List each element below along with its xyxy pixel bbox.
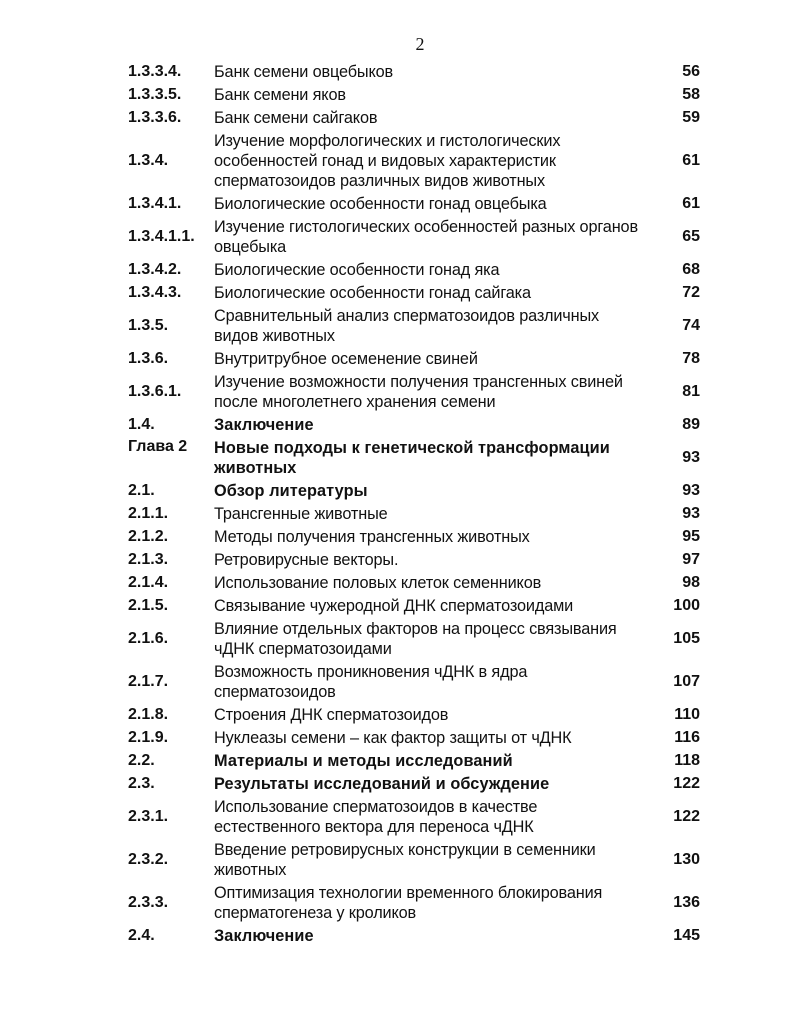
section-number: 1.3.6. (128, 350, 169, 367)
toc-entry (128, 661, 700, 704)
section-title: Биологические особенности гонад яка (214, 261, 500, 279)
toc-entry (128, 259, 700, 282)
toc-entry (128, 348, 700, 371)
toc-entry (128, 480, 700, 503)
section-number: 1.3.5. (128, 317, 169, 334)
section-page: 116 (674, 729, 700, 746)
section-page: 98 (682, 574, 700, 591)
table-of-contents (128, 61, 700, 948)
section-number: 1.3.4. (128, 152, 169, 169)
section-number: Глава 2 (128, 438, 188, 455)
section-title: Заключение (214, 927, 314, 945)
section-title: Трансгенные животные (214, 505, 388, 523)
section-title: Банк семени овцебыков (214, 63, 394, 81)
section-page: 136 (673, 894, 700, 911)
section-page: 93 (682, 482, 700, 499)
section-page: 81 (682, 383, 700, 400)
section-title: Введение ретровирусных конструкции в семенники животных (214, 841, 596, 879)
section-title: Обзор литературы (214, 482, 368, 500)
section-number: 1.3.4.2. (128, 261, 182, 278)
section-page: 95 (682, 528, 700, 545)
section-number: 1.4. (128, 416, 155, 433)
section-page: 61 (682, 152, 700, 169)
section-page: 58 (682, 86, 700, 103)
section-number: 1.3.3.4. (128, 63, 182, 80)
section-number: 2.1.6. (128, 630, 169, 647)
toc-entry (128, 193, 700, 216)
section-title: Заключение (214, 416, 314, 434)
toc-entry (128, 618, 700, 661)
toc-entry (128, 371, 700, 414)
section-title: Новые подходы к генетической трансформации животных (214, 439, 610, 477)
toc-entry (128, 595, 700, 618)
section-page: 105 (673, 630, 700, 647)
toc-entry (128, 61, 700, 84)
section-title: Банк семени яков (214, 86, 346, 104)
section-title: Изучение морфологических и гистологических особенностей гонад и видовых характеристик сперматозоидов различных видов животных (214, 132, 561, 190)
toc-entry (128, 925, 700, 948)
toc-entry (128, 305, 700, 348)
section-page: 145 (673, 927, 700, 944)
section-number: 1.3.6.1. (128, 383, 182, 400)
section-number: 1.3.3.5. (128, 86, 182, 103)
section-page: 122 (673, 775, 700, 792)
section-number: 1.3.4.1. (128, 195, 182, 212)
toc-entry (128, 572, 700, 595)
section-number: 1.3.4.3. (128, 284, 182, 301)
section-title: Влияние отдельных факторов на процесс связывания чДНК сперматозоидами (214, 620, 617, 658)
section-number: 2.3.2. (128, 851, 169, 868)
section-page: 100 (673, 597, 700, 614)
toc-entry (128, 84, 700, 107)
section-title: Банк семени сайгаков (214, 109, 378, 127)
section-number: 2.4. (128, 927, 155, 944)
section-title: Внутритрубное осеменение свиней (214, 350, 478, 368)
section-number: 1.3.3.6. (128, 109, 182, 126)
section-title: Методы получения трансгенных животных (214, 528, 530, 546)
section-number: 1.3.4.1.1. (128, 228, 195, 245)
toc-entry (128, 839, 700, 882)
section-number: 2.1.2. (128, 528, 169, 545)
section-page: 61 (682, 195, 700, 212)
section-page: 68 (682, 261, 700, 278)
section-title: Оптимизация технологии временного блокирования сперматогенеза у кроликов (214, 884, 603, 922)
toc-entry (128, 216, 700, 259)
section-number: 2.3. (128, 775, 155, 792)
section-number: 2.3.3. (128, 894, 169, 911)
section-page: 59 (682, 109, 700, 126)
section-title: Связывание чужеродной ДНК сперматозоидами (214, 597, 574, 615)
toc-entry (128, 704, 700, 727)
toc-entry (128, 773, 700, 796)
section-page: 74 (682, 317, 700, 334)
section-number: 2.1.7. (128, 673, 169, 690)
section-page: 130 (673, 851, 700, 868)
section-number: 2.1.4. (128, 574, 169, 591)
section-number: 2.1.9. (128, 729, 169, 746)
section-title: Результаты исследований и обсуждение (214, 775, 550, 793)
section-number: 2.1.3. (128, 551, 169, 568)
section-title: Биологические особенности гонад сайгака (214, 284, 531, 302)
toc-entry (128, 503, 700, 526)
page-number: 2 (415, 34, 425, 54)
section-title: Нуклеазы семени – как фактор защиты от чДНК (214, 729, 572, 747)
section-number: 2.2. (128, 752, 155, 769)
toc-entry (128, 882, 700, 925)
section-page: 110 (674, 706, 700, 723)
section-page: 107 (673, 673, 700, 690)
section-title: Изучение возможности получения трансгенных свиней после многолетнего хранения семени (214, 373, 623, 411)
section-number: 2.1. (128, 482, 155, 499)
section-title: Возможность проникновения чДНК в ядра сперматозоидов (214, 663, 528, 701)
section-number: 2.3.1. (128, 808, 169, 825)
section-title: Использование половых клеток семенников (214, 574, 542, 592)
section-page: 118 (674, 752, 700, 769)
toc-entry (128, 130, 700, 193)
section-title: Ретровирусные векторы. (214, 551, 399, 569)
section-page: 56 (682, 63, 700, 80)
section-title: Сравнительный анализ сперматозоидов различных видов животных (214, 307, 600, 345)
section-title: Биологические особенности гонад овцебыка (214, 195, 547, 213)
section-page: 65 (682, 228, 700, 245)
section-number: 2.1.1. (128, 505, 169, 522)
toc-chapter-entry (128, 437, 700, 480)
toc-entry (128, 750, 700, 773)
section-number: 2.1.5. (128, 597, 169, 614)
section-page: 97 (682, 551, 700, 568)
section-page: 78 (682, 350, 700, 367)
section-title: Изучение гистологических особенностей разных органов овцебыка (214, 218, 638, 256)
section-number: 2.1.8. (128, 706, 169, 723)
section-title: Материалы и методы исследований (214, 752, 513, 770)
toc-entry (128, 107, 700, 130)
toc-entry (128, 282, 700, 305)
section-title: Использование сперматозоидов в качестве естественного вектора для переноса чДНК (214, 798, 538, 836)
section-page: 122 (673, 808, 700, 825)
section-page: 72 (682, 284, 700, 301)
toc-entry (128, 526, 700, 549)
toc-entry (128, 727, 700, 750)
section-page: 89 (682, 416, 700, 433)
section-page: 93 (682, 449, 700, 466)
section-title: Строения ДНК сперматозоидов (214, 706, 449, 724)
toc-entry (128, 414, 700, 437)
toc-entry (128, 796, 700, 839)
section-page: 93 (682, 505, 700, 522)
toc-entry (128, 549, 700, 572)
